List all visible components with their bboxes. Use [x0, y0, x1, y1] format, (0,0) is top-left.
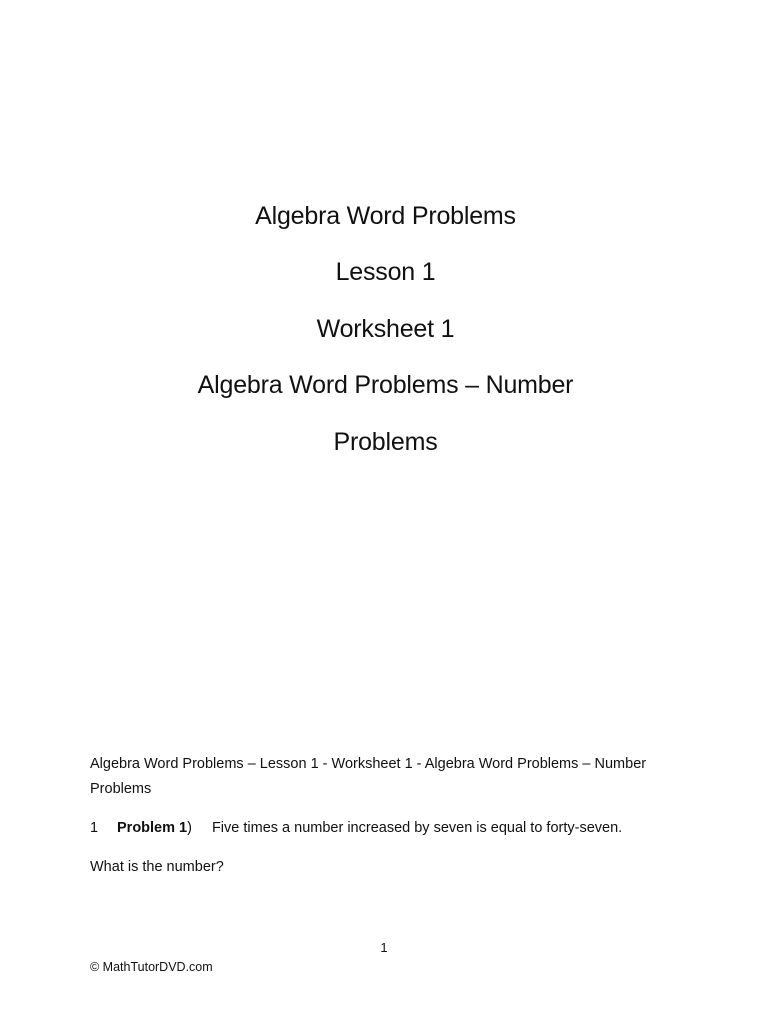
- title-line-1: Algebra Word Problems: [255, 202, 516, 230]
- footer-copyright: © MathTutorDVD.com: [90, 960, 213, 974]
- title-block: [0, 188, 768, 470]
- problem-question: What is the number?: [90, 859, 224, 875]
- problem-label: Problem 1: [117, 820, 188, 836]
- title-line-4: Algebra Word Problems – Number: [197, 371, 574, 400]
- problem-1: [90, 816, 690, 841]
- problem-number: 1: [90, 820, 99, 836]
- worksheet-header-text: Algebra Word Problems – Lesson 1 - Worksheet 1 - Algebra Word Problems – Number Problems: [90, 756, 647, 797]
- problem-paren: ): [187, 820, 192, 836]
- problem-text: Five times a number increased by seven is equal to forty-seven.: [211, 820, 623, 836]
- title-line-3: Worksheet 1: [316, 314, 455, 343]
- page-number: 1: [380, 940, 388, 955]
- title-line-2: Lesson 1: [335, 258, 436, 287]
- title-line-5: Problems: [333, 427, 438, 456]
